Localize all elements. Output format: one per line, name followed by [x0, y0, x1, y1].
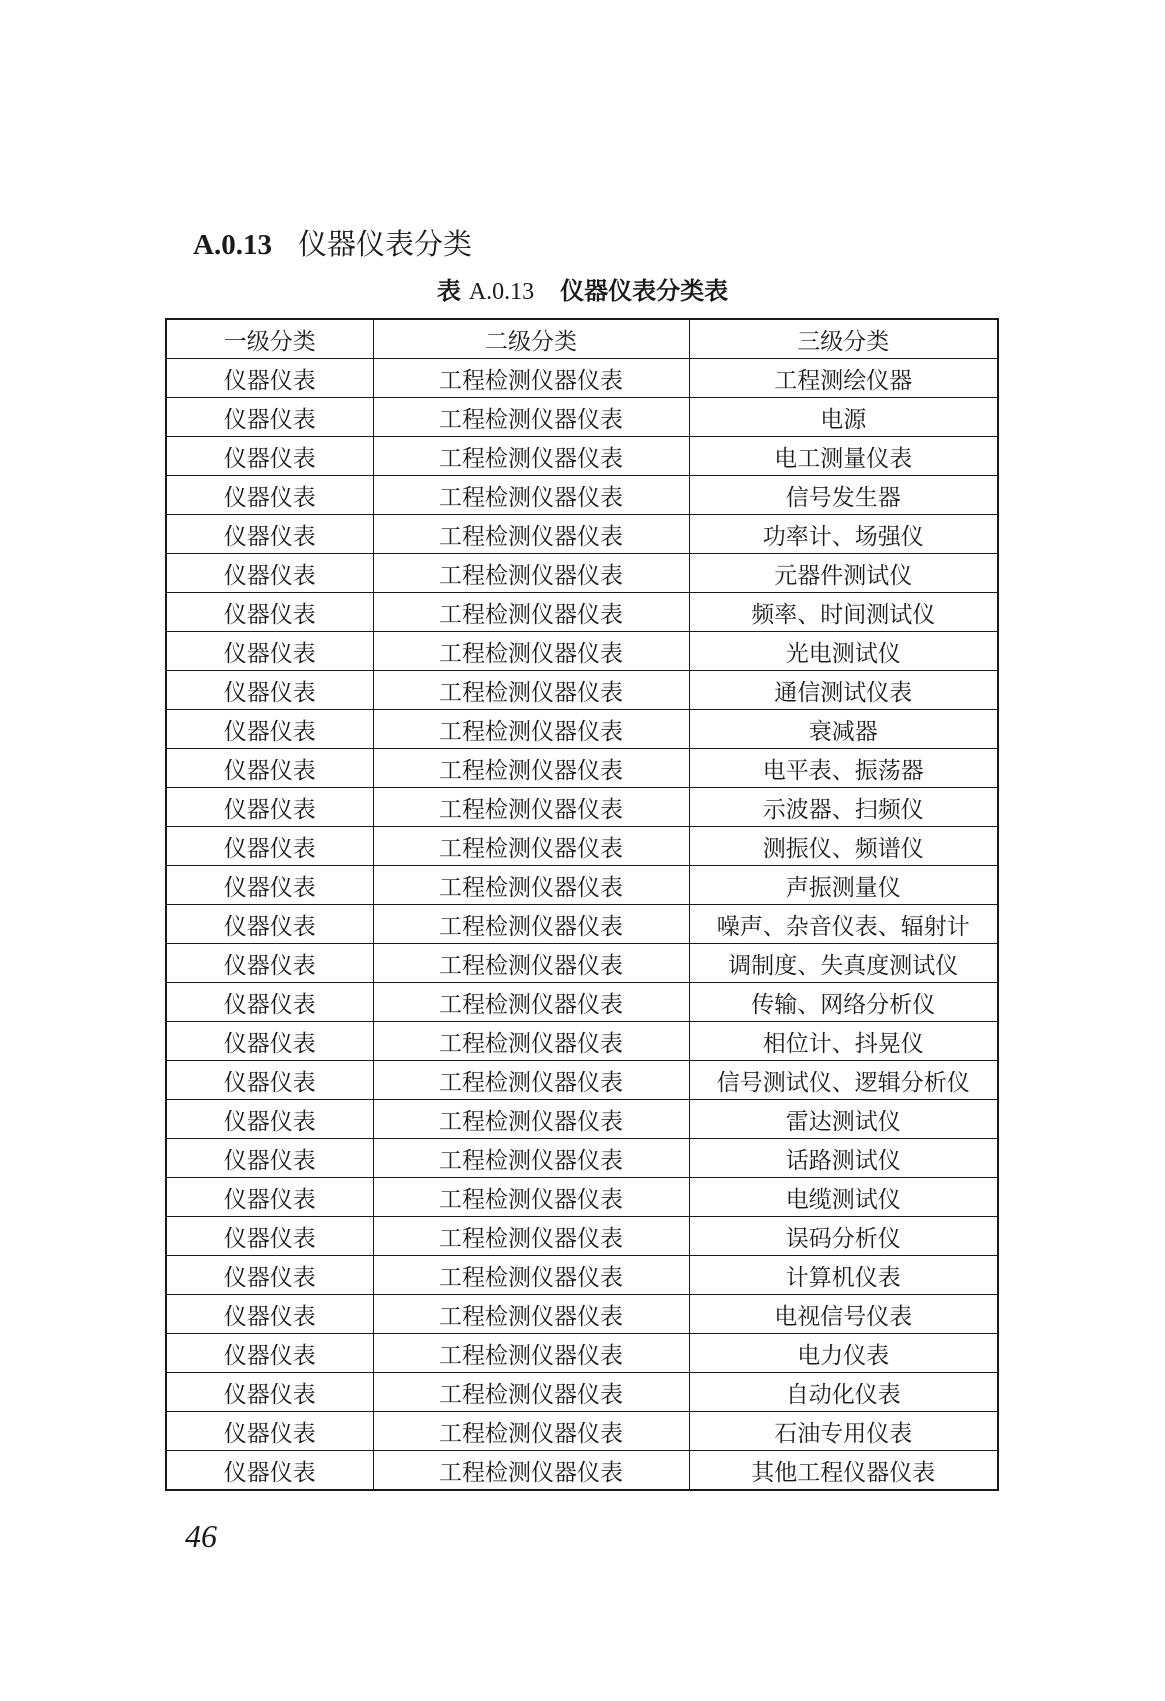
- cell-level1: 仪器仪表: [166, 866, 373, 905]
- cell-level2: 工程检测仪器仪表: [373, 1139, 689, 1178]
- cell-level3: 计算机仪表: [689, 1256, 998, 1295]
- cell-level3: 通信测试仪表: [689, 671, 998, 710]
- cell-level1: 仪器仪表: [166, 1373, 373, 1412]
- table-row: [166, 476, 998, 515]
- table-caption: [0, 274, 1165, 309]
- cell-level3: 自动化仪表: [689, 1373, 998, 1412]
- cell-level1: 仪器仪表: [166, 788, 373, 827]
- cell-level3: 话路测试仪: [689, 1139, 998, 1178]
- table-row: [166, 1217, 998, 1256]
- table-row: [166, 1139, 998, 1178]
- table-row: [166, 788, 998, 827]
- table-row: [166, 359, 998, 398]
- cell-level2: 工程检测仪器仪表: [373, 905, 689, 944]
- table-caption-title: 仪器仪表分类表: [560, 277, 729, 305]
- section-heading: [193, 224, 472, 265]
- cell-level1: 仪器仪表: [166, 905, 373, 944]
- cell-level3: 电源: [689, 398, 998, 437]
- column-header-level2: 二级分类: [373, 319, 689, 359]
- table-row: [166, 1061, 998, 1100]
- cell-level2: 工程检测仪器仪表: [373, 983, 689, 1022]
- cell-level1: 仪器仪表: [166, 1334, 373, 1373]
- column-header-level1: 一级分类: [166, 319, 373, 359]
- cell-level3: 功率计、场强仪: [689, 515, 998, 554]
- cell-level3: 电工测量仪表: [689, 437, 998, 476]
- table-row: [166, 515, 998, 554]
- cell-level2: 工程检测仪器仪表: [373, 1412, 689, 1451]
- cell-level1: 仪器仪表: [166, 398, 373, 437]
- cell-level1: 仪器仪表: [166, 749, 373, 788]
- column-header-level3: 三级分类: [689, 319, 998, 359]
- cell-level1: 仪器仪表: [166, 710, 373, 749]
- table-row: [166, 1373, 998, 1412]
- cell-level2: 工程检测仪器仪表: [373, 1061, 689, 1100]
- cell-level2: 工程检测仪器仪表: [373, 515, 689, 554]
- cell-level1: 仪器仪表: [166, 359, 373, 398]
- cell-level3: 测振仪、频谱仪: [689, 827, 998, 866]
- cell-level1: 仪器仪表: [166, 1022, 373, 1061]
- cell-level3: 光电测试仪: [689, 632, 998, 671]
- cell-level2: 工程检测仪器仪表: [373, 944, 689, 983]
- table-row: [166, 671, 998, 710]
- table-row: [166, 593, 998, 632]
- table-row: [166, 749, 998, 788]
- table-row: [166, 1178, 998, 1217]
- cell-level1: 仪器仪表: [166, 1295, 373, 1334]
- table-row: [166, 554, 998, 593]
- table-row: [166, 632, 998, 671]
- table-row: [166, 710, 998, 749]
- table-row: [166, 827, 998, 866]
- cell-level3: 传输、网络分析仪: [689, 983, 998, 1022]
- cell-level3: 声振测量仪: [689, 866, 998, 905]
- cell-level1: 仪器仪表: [166, 944, 373, 983]
- section-title: 仪器仪表分类: [297, 227, 472, 261]
- cell-level3: 电力仪表: [689, 1334, 998, 1373]
- cell-level2: 工程检测仪器仪表: [373, 749, 689, 788]
- cell-level3: 噪声、杂音仪表、辐射计: [689, 905, 998, 944]
- cell-level3: 电缆测试仪: [689, 1178, 998, 1217]
- table-row: [166, 983, 998, 1022]
- cell-level2: 工程检测仪器仪表: [373, 788, 689, 827]
- cell-level2: 工程检测仪器仪表: [373, 710, 689, 749]
- table-row: [166, 398, 998, 437]
- cell-level1: 仪器仪表: [166, 671, 373, 710]
- cell-level3: 工程测绘仪器: [689, 359, 998, 398]
- cell-level2: 工程检测仪器仪表: [373, 866, 689, 905]
- cell-level1: 仪器仪表: [166, 515, 373, 554]
- cell-level2: 工程检测仪器仪表: [373, 1100, 689, 1139]
- table-row: [166, 1256, 998, 1295]
- table-row: [166, 944, 998, 983]
- cell-level2: 工程检测仪器仪表: [373, 632, 689, 671]
- table-row: [166, 1022, 998, 1061]
- table-row: [166, 866, 998, 905]
- cell-level3: 石油专用仪表: [689, 1412, 998, 1451]
- cell-level2: 工程检测仪器仪表: [373, 671, 689, 710]
- table-caption-number: A.0.13: [468, 279, 535, 305]
- cell-level2: 工程检测仪器仪表: [373, 1295, 689, 1334]
- cell-level2: 工程检测仪器仪表: [373, 1256, 689, 1295]
- cell-level2: 工程检测仪器仪表: [373, 437, 689, 476]
- table-caption-label: 表: [436, 277, 461, 305]
- section-number: A.0.13: [193, 229, 272, 261]
- cell-level2: 工程检测仪器仪表: [373, 398, 689, 437]
- cell-level1: 仪器仪表: [166, 1256, 373, 1295]
- table-row: [166, 1334, 998, 1373]
- cell-level1: 仪器仪表: [166, 476, 373, 515]
- cell-level2: 工程检测仪器仪表: [373, 1373, 689, 1412]
- cell-level1: 仪器仪表: [166, 1061, 373, 1100]
- cell-level1: 仪器仪表: [166, 1217, 373, 1256]
- cell-level2: 工程检测仪器仪表: [373, 359, 689, 398]
- cell-level1: 仪器仪表: [166, 1100, 373, 1139]
- cell-level3: 调制度、失真度测试仪: [689, 944, 998, 983]
- cell-level1: 仪器仪表: [166, 437, 373, 476]
- table-row: [166, 905, 998, 944]
- cell-level3: 信号测试仪、逻辑分析仪: [689, 1061, 998, 1100]
- cell-level2: 工程检测仪器仪表: [373, 1217, 689, 1256]
- cell-level3: 衰减器: [689, 710, 998, 749]
- cell-level1: 仪器仪表: [166, 632, 373, 671]
- table-body: [166, 359, 998, 1491]
- cell-level2: 工程检测仪器仪表: [373, 593, 689, 632]
- cell-level1: 仪器仪表: [166, 593, 373, 632]
- cell-level2: 工程检测仪器仪表: [373, 1022, 689, 1061]
- cell-level2: 工程检测仪器仪表: [373, 1178, 689, 1217]
- cell-level2: 工程检测仪器仪表: [373, 827, 689, 866]
- cell-level3: 雷达测试仪: [689, 1100, 998, 1139]
- cell-level3: 示波器、扫频仪: [689, 788, 998, 827]
- cell-level1: 仪器仪表: [166, 1451, 373, 1491]
- cell-level3: 电视信号仪表: [689, 1295, 998, 1334]
- cell-level1: 仪器仪表: [166, 1412, 373, 1451]
- cell-level3: 元器件测试仪: [689, 554, 998, 593]
- cell-level3: 相位计、抖晃仪: [689, 1022, 998, 1061]
- table-header-row: [166, 319, 998, 359]
- cell-level3: 误码分析仪: [689, 1217, 998, 1256]
- cell-level3: 频率、时间测试仪: [689, 593, 998, 632]
- page-number: 46: [185, 1518, 217, 1554]
- cell-level3: 其他工程仪器仪表: [689, 1451, 998, 1491]
- cell-level1: 仪器仪表: [166, 983, 373, 1022]
- table-row: [166, 1100, 998, 1139]
- table-row: [166, 1412, 998, 1451]
- cell-level2: 工程检测仪器仪表: [373, 554, 689, 593]
- cell-level1: 仪器仪表: [166, 554, 373, 593]
- table-row: [166, 1451, 998, 1491]
- cell-level3: 电平表、振荡器: [689, 749, 998, 788]
- table-row: [166, 1295, 998, 1334]
- cell-level3: 信号发生器: [689, 476, 998, 515]
- cell-level1: 仪器仪表: [166, 827, 373, 866]
- table-row: [166, 437, 998, 476]
- cell-level2: 工程检测仪器仪表: [373, 1334, 689, 1373]
- cell-level1: 仪器仪表: [166, 1178, 373, 1217]
- cell-level1: 仪器仪表: [166, 1139, 373, 1178]
- classification-table: [165, 318, 999, 1491]
- cell-level2: 工程检测仪器仪表: [373, 476, 689, 515]
- cell-level2: 工程检测仪器仪表: [373, 1451, 689, 1491]
